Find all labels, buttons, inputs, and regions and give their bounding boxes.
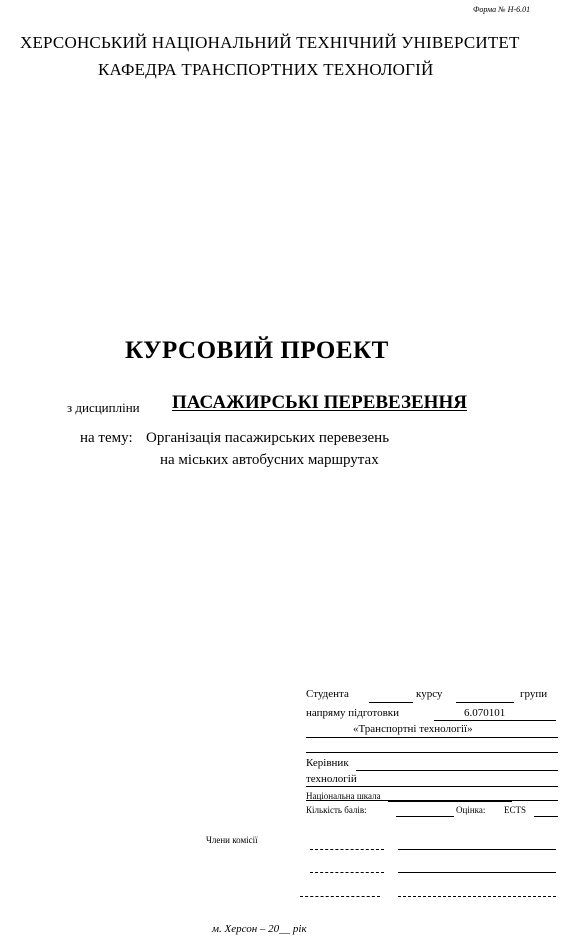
course-label: курсу <box>416 688 443 700</box>
commission-name-3[interactable] <box>398 896 556 897</box>
student-group-blank[interactable] <box>456 702 514 703</box>
direction-name: «Транспортні технології» <box>353 723 473 735</box>
group-label: групи <box>520 688 548 700</box>
supervisor-line-2: технологій <box>306 773 357 785</box>
student-label: Студента <box>306 688 349 700</box>
direction-code: 6.070101 <box>464 707 506 719</box>
discipline-name: ПАСАЖИРСЬКІ ПЕРЕВЕЗЕННЯ <box>172 392 467 413</box>
footer-city-year: м. Херсон – 20__ рік <box>212 923 307 935</box>
commission-signature-1[interactable] <box>310 849 384 850</box>
supervisor-label: Керівник <box>306 757 349 769</box>
student-course-blank[interactable] <box>369 702 413 703</box>
ects-label: ECTS <box>504 805 527 815</box>
commission-name-2[interactable] <box>398 872 556 873</box>
commission-name-1[interactable] <box>398 849 556 850</box>
supervisor-blank-1[interactable] <box>356 770 558 771</box>
form-code: Форма № Н-6.01 <box>473 5 531 14</box>
ects-blank[interactable] <box>534 816 558 817</box>
department-name: КАФЕДРА ТРАНСПОРТНИХ ТЕХНОЛОГІЙ <box>98 60 434 79</box>
university-name: ХЕРСОНСЬКИЙ НАЦІОНАЛЬНИЙ ТЕХНІЧНИЙ УНІВЕРСИТЕТ <box>20 33 520 52</box>
direction-label: напряму підготовки <box>306 707 400 719</box>
grade-label: Оцінка: <box>456 805 486 815</box>
student-name-line[interactable] <box>306 752 558 753</box>
direction-code-line <box>434 720 556 721</box>
national-scale-label: Національна шкала <box>306 791 381 801</box>
national-scale-blank[interactable] <box>388 801 512 802</box>
document-title: КУРСОВИЙ ПРОЕКТ <box>125 337 389 364</box>
supervisor-blank-2[interactable] <box>306 786 558 787</box>
commission-label: Члени комісії <box>206 835 258 845</box>
topic-line-1: Організація пасажирських перевезень <box>146 430 390 446</box>
points-label: Кількість балів: <box>306 805 367 815</box>
topic-line-2: на міських автобусних маршрутах <box>160 452 379 468</box>
topic-prefix: на тему: <box>80 430 133 446</box>
commission-signature-3[interactable] <box>300 896 380 897</box>
direction-name-line <box>306 737 558 738</box>
points-blank[interactable] <box>396 816 454 817</box>
discipline-prefix: з дисципліни <box>67 400 140 415</box>
commission-signature-2[interactable] <box>310 872 384 873</box>
